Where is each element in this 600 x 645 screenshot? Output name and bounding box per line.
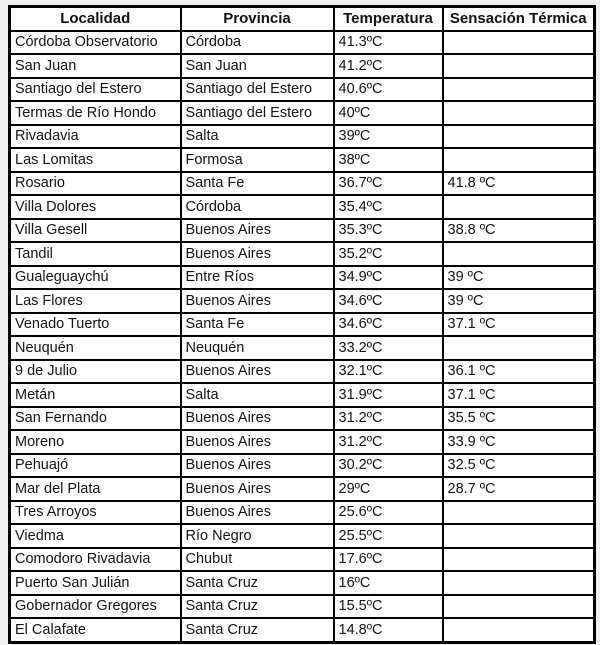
cell-localidad: Neuquén — [10, 336, 181, 360]
cell-sensacion-termica — [443, 548, 595, 572]
cell-provincia: Buenos Aires — [181, 501, 334, 525]
table-row — [10, 477, 595, 501]
cell-sensacion-termica: 39 ºC — [443, 289, 595, 313]
cell-temperatura: 40ºC — [334, 101, 443, 125]
cell-localidad: Comodoro Rivadavia — [10, 548, 181, 572]
cell-temperatura: 39ºC — [334, 125, 443, 149]
cell-provincia: Neuquén — [181, 336, 334, 360]
cell-temperatura: 15.5ºC — [334, 595, 443, 619]
cell-temperatura: 29ºC — [334, 477, 443, 501]
cell-localidad: Las Flores — [10, 289, 181, 313]
cell-sensacion-termica — [443, 31, 595, 55]
cell-provincia: Salta — [181, 125, 334, 149]
cell-temperatura: 34.6ºC — [334, 289, 443, 313]
table-row — [10, 31, 595, 55]
cell-sensacion-termica — [443, 571, 595, 595]
cell-temperatura: 25.6ºC — [334, 501, 443, 525]
cell-localidad: Pehuajó — [10, 454, 181, 478]
table-row — [10, 78, 595, 102]
cell-temperatura: 34.9ºC — [334, 266, 443, 290]
cell-provincia: Buenos Aires — [181, 477, 334, 501]
cell-localidad: Viedma — [10, 524, 181, 548]
cell-localidad: Córdoba Observatorio — [10, 31, 181, 55]
weather-table — [8, 5, 596, 644]
cell-provincia: Santiago del Estero — [181, 78, 334, 102]
cell-temperatura: 34.6ºC — [334, 313, 443, 337]
table-row — [10, 54, 595, 78]
cell-provincia: Buenos Aires — [181, 242, 334, 266]
cell-localidad: Metán — [10, 383, 181, 407]
table-row — [10, 101, 595, 125]
table-row — [10, 595, 595, 619]
cell-localidad: San Fernando — [10, 407, 181, 431]
cell-temperatura: 25.5ºC — [334, 524, 443, 548]
cell-localidad: Las Lomitas — [10, 148, 181, 172]
table-row — [10, 618, 595, 642]
cell-localidad: Villa Gesell — [10, 219, 181, 243]
table-row — [10, 524, 595, 548]
cell-temperatura: 17.6ºC — [334, 548, 443, 572]
cell-temperatura: 31.2ºC — [334, 407, 443, 431]
cell-provincia: Río Negro — [181, 524, 334, 548]
column-header-provincia: Provincia — [181, 7, 334, 31]
cell-localidad: Gobernador Gregores — [10, 595, 181, 619]
cell-provincia: Buenos Aires — [181, 430, 334, 454]
cell-temperatura: 35.3ºC — [334, 219, 443, 243]
cell-provincia: Buenos Aires — [181, 219, 334, 243]
cell-sensacion-termica — [443, 618, 595, 642]
cell-provincia: Entre Ríos — [181, 266, 334, 290]
table-row — [10, 548, 595, 572]
cell-sensacion-termica — [443, 524, 595, 548]
table-row — [10, 360, 595, 384]
cell-sensacion-termica — [443, 242, 595, 266]
cell-provincia: Santa Fe — [181, 172, 334, 196]
cell-sensacion-termica — [443, 195, 595, 219]
cell-sensacion-termica: 41.8 ºC — [443, 172, 595, 196]
cell-provincia: Santa Cruz — [181, 595, 334, 619]
cell-temperatura: 14.8ºC — [334, 618, 443, 642]
cell-provincia: Santa Cruz — [181, 618, 334, 642]
cell-temperatura: 41.2ºC — [334, 54, 443, 78]
cell-provincia: Santa Fe — [181, 313, 334, 337]
cell-provincia: Santiago del Estero — [181, 101, 334, 125]
column-header-temperatura: Temperatura — [334, 7, 443, 31]
cell-provincia: Formosa — [181, 148, 334, 172]
cell-sensacion-termica: 32.5 ºC — [443, 454, 595, 478]
cell-temperatura: 36.7ºC — [334, 172, 443, 196]
cell-sensacion-termica — [443, 101, 595, 125]
cell-localidad: Rivadavia — [10, 125, 181, 149]
cell-temperatura: 35.2ºC — [334, 242, 443, 266]
cell-sensacion-termica — [443, 336, 595, 360]
cell-sensacion-termica — [443, 595, 595, 619]
table-row — [10, 266, 595, 290]
cell-provincia: Córdoba — [181, 31, 334, 55]
cell-provincia: Córdoba — [181, 195, 334, 219]
table-row — [10, 125, 595, 149]
cell-localidad: Tandil — [10, 242, 181, 266]
table-row — [10, 172, 595, 196]
cell-sensacion-termica — [443, 78, 595, 102]
cell-provincia: Buenos Aires — [181, 454, 334, 478]
column-header-localidad: Localidad — [10, 7, 181, 31]
column-header-sensacion-termica: Sensación Térmica — [443, 7, 595, 31]
cell-localidad: Tres Arroyos — [10, 501, 181, 525]
cell-temperatura: 31.9ºC — [334, 383, 443, 407]
cell-temperatura: 41.3ºC — [334, 31, 443, 55]
cell-temperatura: 31.2ºC — [334, 430, 443, 454]
cell-sensacion-termica: 28.7 ºC — [443, 477, 595, 501]
table-row — [10, 148, 595, 172]
cell-sensacion-termica — [443, 148, 595, 172]
cell-provincia: Santa Cruz — [181, 571, 334, 595]
cell-localidad: 9 de Julio — [10, 360, 181, 384]
cell-sensacion-termica: 33.9 ºC — [443, 430, 595, 454]
table-row — [10, 336, 595, 360]
cell-localidad: Gualeguaychú — [10, 266, 181, 290]
cell-localidad: Rosario — [10, 172, 181, 196]
table-row — [10, 313, 595, 337]
table-row — [10, 289, 595, 313]
cell-sensacion-termica: 36.1 ºC — [443, 360, 595, 384]
cell-provincia: Chubut — [181, 548, 334, 572]
cell-temperatura: 38ºC — [334, 148, 443, 172]
cell-localidad: San Juan — [10, 54, 181, 78]
cell-temperatura: 30.2ºC — [334, 454, 443, 478]
cell-provincia: Buenos Aires — [181, 289, 334, 313]
table-row — [10, 501, 595, 525]
cell-sensacion-termica — [443, 54, 595, 78]
cell-localidad: Puerto San Julián — [10, 571, 181, 595]
cell-temperatura: 16ºC — [334, 571, 443, 595]
cell-sensacion-termica: 37.1 ºC — [443, 383, 595, 407]
cell-localidad: Termas de Río Hondo — [10, 101, 181, 125]
table-row — [10, 195, 595, 219]
table-row — [10, 383, 595, 407]
table-row — [10, 407, 595, 431]
cell-localidad: Venado Tuerto — [10, 313, 181, 337]
cell-sensacion-termica: 38.8 ºC — [443, 219, 595, 243]
cell-localidad: El Calafate — [10, 618, 181, 642]
cell-localidad: Mar del Plata — [10, 477, 181, 501]
cell-localidad: Santiago del Estero — [10, 78, 181, 102]
table-row — [10, 219, 595, 243]
cell-temperatura: 32.1ºC — [334, 360, 443, 384]
cell-provincia: San Juan — [181, 54, 334, 78]
cell-provincia: Salta — [181, 383, 334, 407]
cell-sensacion-termica — [443, 501, 595, 525]
cell-sensacion-termica: 35.5 ºC — [443, 407, 595, 431]
cell-sensacion-termica — [443, 125, 595, 149]
cell-localidad: Villa Dolores — [10, 195, 181, 219]
cell-provincia: Buenos Aires — [181, 360, 334, 384]
cell-temperatura: 33.2ºC — [334, 336, 443, 360]
cell-temperatura: 40.6ºC — [334, 78, 443, 102]
header-row — [10, 7, 595, 31]
cell-localidad: Moreno — [10, 430, 181, 454]
table-row — [10, 430, 595, 454]
cell-provincia: Buenos Aires — [181, 407, 334, 431]
table-row — [10, 242, 595, 266]
table-row — [10, 454, 595, 478]
table-body — [10, 31, 595, 643]
table-header — [10, 7, 595, 31]
table-row — [10, 571, 595, 595]
cell-temperatura: 35.4ºC — [334, 195, 443, 219]
cell-sensacion-termica: 39 ºC — [443, 266, 595, 290]
cell-sensacion-termica: 37.1 ºC — [443, 313, 595, 337]
